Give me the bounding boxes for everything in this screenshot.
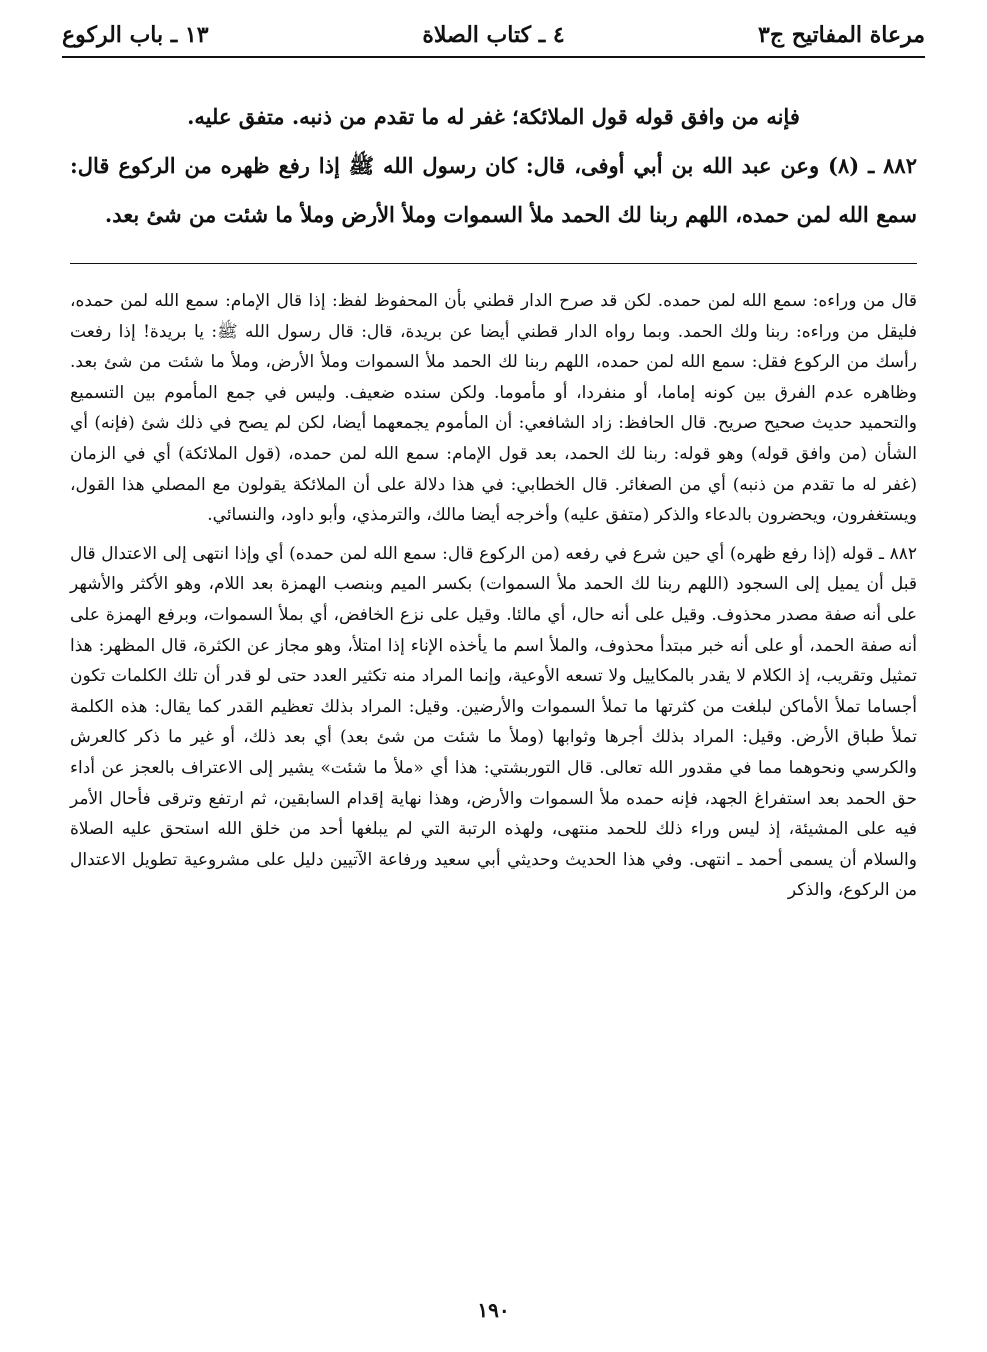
hadith-line: ٨٨٢ ـ (٨) وعن عبد الله بن أبي أوفى، قال: كان رسول الله ﷺ إذا رفع ظهره من الركوع قال: سمع الله لمن حمده، اللهم ربنا لك الحمد ملأ السموات وملأ الأرض وملأ ما شئت من شئ بعد.	[70, 153, 917, 227]
commentary-paragraph: ٨٨٢ ـ قوله (إذا رفع ظهره) أي حين شرع في رفعه (من الركوع قال: سمع الله لمن حمده) أي وإذا انتهى إلى الاعتدال قال قبل أن يميل إلى السجود (اللهم ربنا لك الحمد ملأ السموات) بكسر الميم وبنصب الهمزة بعد اللام، وهو الأكثر والأشهر على أنه صفة مصدر محذوف. وقيل على أنه حال، أي مالئا. وقيل على نزع الخافض، أي بملأ السموات، وبرفع الهمزة على أنه صفة الحمد، أو على أنه خبر مبتدأ محذوف، والملأ اسم ما يأخذه الإناء إذا امتلأ، وهو مجاز عن الكثرة، قال المظهر: هذا تمثيل وتقريب، إذ الكلام لا يقدر بالمكاييل ولا تسعه الأوعية، وإنما المراد منه تكثير العدد حتى لو قدر أن تلك الكلمات تكون أجساما تملأ الأماكن لبلغت من كثرتها ما تملأ السموات والأرضين. وقيل: المراد بذلك تعظيم القدر كما يقال: هذه الكلمة تملأ طباق الأرض. وقيل: المراد بذلك أجرها وثوابها (وملأ ما شئت من شئ بعد) أي بعد ذلك، أو غير ما ذكر كالعرش والكرسي ونحوهما مما في مقدور الله تعالى. قال التوربشتي: هذا أي «ملأ ما شئت» يشير إلى الاعتراف بالعجز عن أداء حق الحمد بعد استفراغ الجهد، فإنه حمده ملأ السموات والأرض، وهذا نهاية إقدام السابقين، ثم ارتفع وترقى فأحال الأمر فيه على المشيئة، إذ ليس وراء ذلك للحمد منتهى، ولهذه الرتبة التي لم يبلغها أحد من خلق الله استحق عليه الصلاة والسلام أن يسمى أحمد ـ انتهى. وفي هذا الحديث وحديثي أبي سعيد ورفاعة الآتيين دليل على مشروعية تطويل الاعتدال من الركوع، والذكر	[70, 543, 917, 901]
header-section: ١٣ ـ باب الركوع	[62, 22, 209, 48]
running-header	[62, 14, 925, 58]
header-chapter: ٤ ـ كتاب الصلاة	[422, 22, 565, 48]
page-number: ١٩٠	[477, 1298, 510, 1322]
hadith-line: فإنه من وافق قوله قول الملائكة؛ غفر له ما تقدم من ذنبه. متفق عليه.	[187, 104, 800, 129]
header-book-volume: مرعاة المفاتيح ج٣	[758, 22, 925, 48]
commentary-paragraph: قال من وراءه: سمع الله لمن حمده. لكن قد صرح الدار قطني بأن المحفوظ لفظ: إذا قال الإمام: سمع الله لمن حمده، فليقل من وراءه: ربنا ولك الحمد. وبما رواه الدار قطني أيضا عن بريدة، قال: قال رسول الله ﷺ: يا بريدة! إذا رفعت رأسك من الركوع فقل: سمع الله لمن حمده، اللهم ربنا لك الحمد ملأ السموات وملأ الأرض، وملأ ما شئت من شئ بعد. وظاهره عدم الفرق بين كونه إماما، أو منفردا، أو مأموما. ولكن سنده ضعيف. وليس في جمع المأموم بين التسميع والتحميد حديث صحيح صريح. قال الحافظ: زاد الشافعي: أن المأموم يجمعهما أيضا، لكن لم يصح في ذلك شئ (فإنه) أي الشأن (من وافق قوله) وهو قوله: ربنا لك الحمد، بعد قول الإمام: سمع الله لمن حمده، (قول الملائكة) أي في الزمان (غفر له ما تقدم من ذنبه) أي من الصغائر. قال الخطابي: في هذا دلالة على أن الملائكة يقولون مع المصلي هذا القول، ويستغفرون، ويحضرون بالدعاء والذكر (متفق عليه) وأخرجه أيضا مالك، والترمذي، وأبو داود، والنسائي.	[70, 291, 917, 526]
separator-rule	[70, 263, 917, 264]
hadith-text	[70, 92, 917, 239]
commentary-text	[70, 286, 917, 906]
